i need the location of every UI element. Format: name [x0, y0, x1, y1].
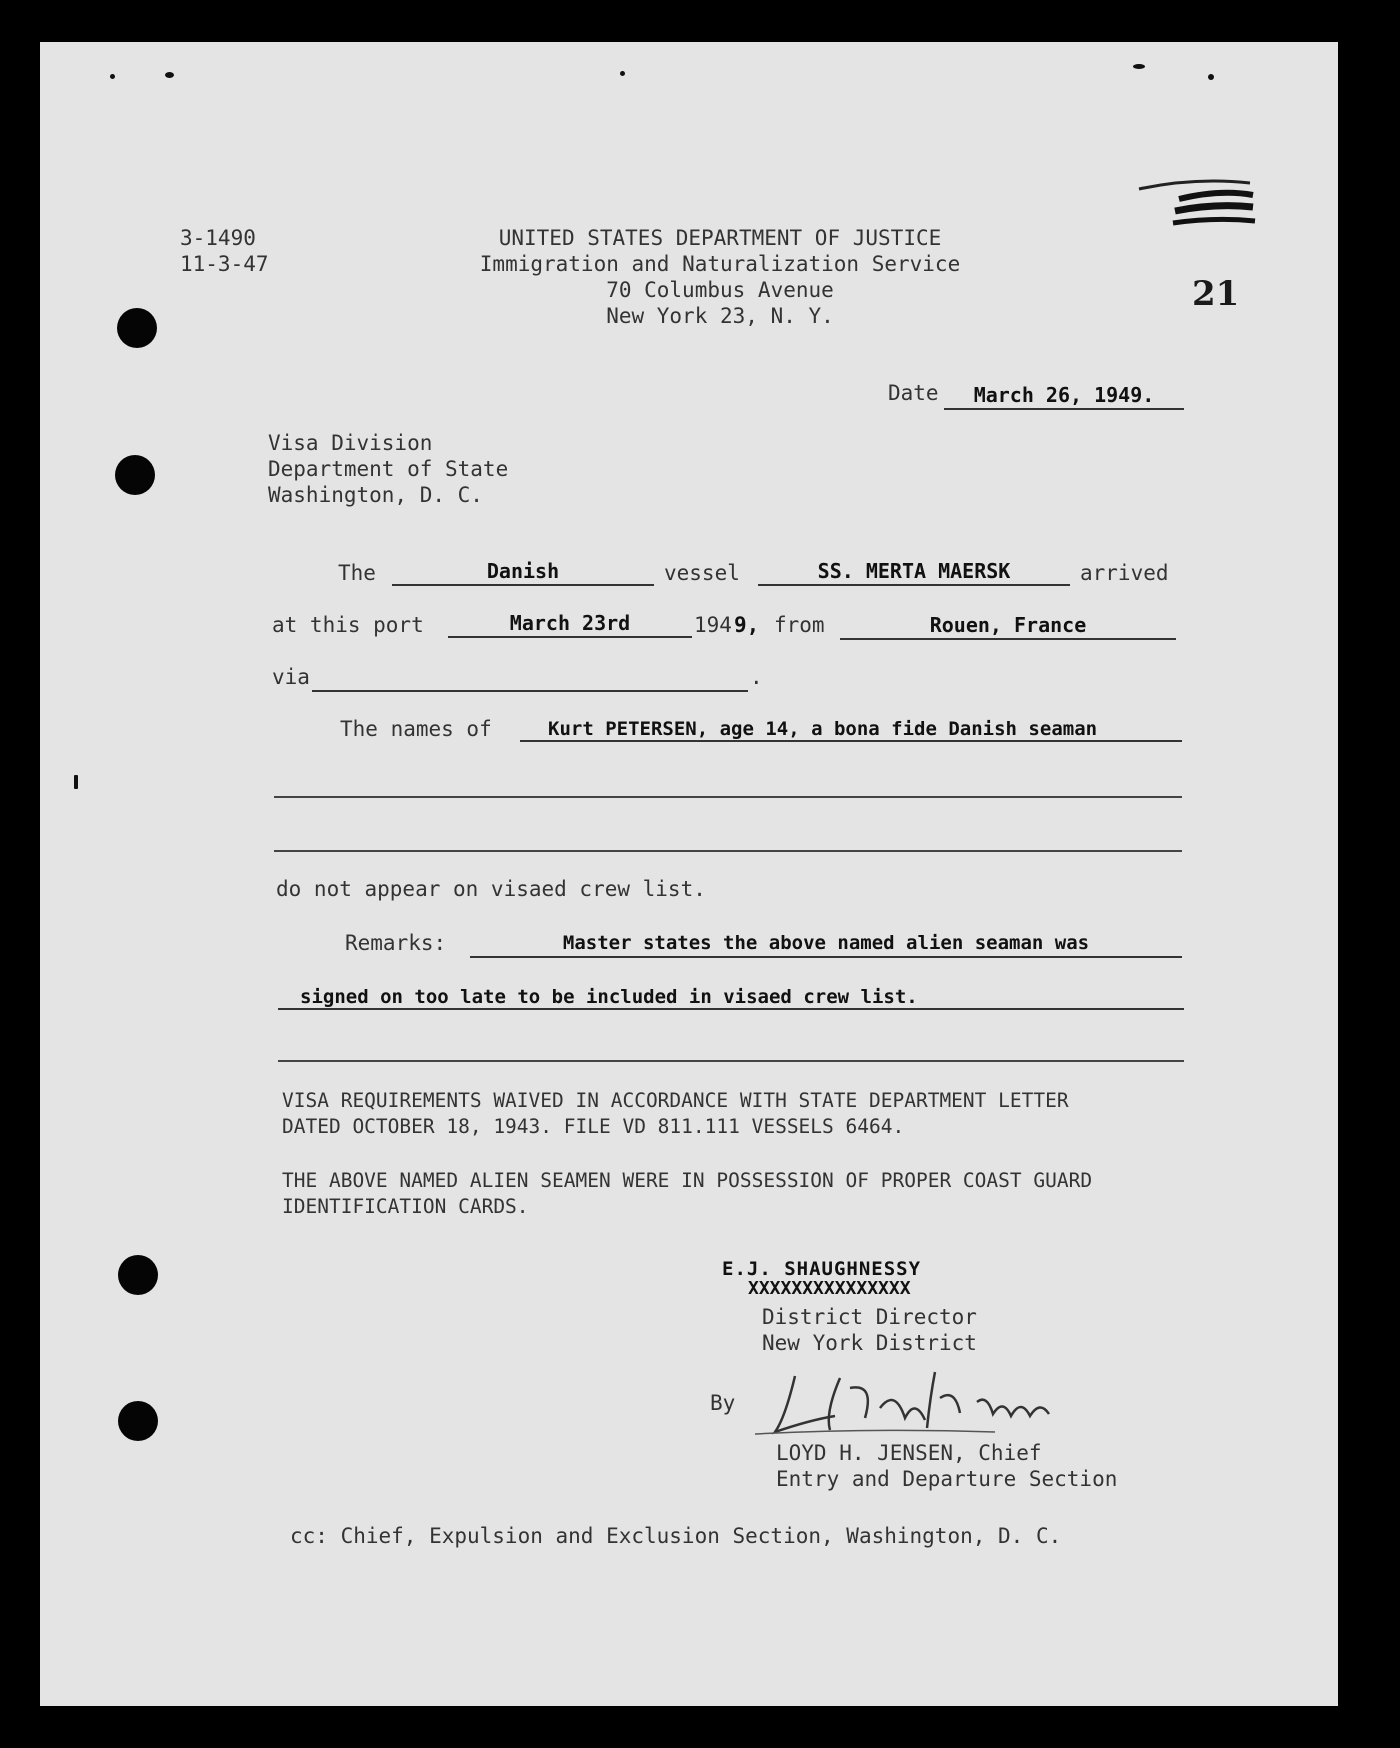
form-number: 3-1490 — [180, 226, 256, 250]
waiver-line1: VISA REQUIREMENTS WAIVED IN ACCORDANCE WITH STATE DEPARTMENT LETTER — [282, 1089, 1069, 1112]
date-field: March 26, 1949. — [944, 382, 1184, 410]
speck — [1133, 64, 1145, 69]
scribble-mark — [1135, 175, 1260, 231]
date-label: Date — [888, 381, 939, 405]
not-appear-text: do not appear on visaed crew list. — [276, 877, 706, 901]
speck — [110, 74, 115, 79]
form-revision-date: 11-3-47 — [180, 252, 269, 276]
handwritten-signature — [755, 1358, 1085, 1440]
remarks-line2: signed on too late to be included in visaed crew list. — [278, 984, 1184, 1010]
remarks-line1: Master states the above named alien seaman was — [470, 930, 1182, 958]
punch-hole — [115, 455, 155, 495]
coast-guard-line2: IDENTIFICATION CARDS. — [282, 1195, 529, 1218]
addressee-line1: Visa Division — [268, 431, 433, 455]
director-title: District Director — [762, 1305, 977, 1329]
blank-remarks-line — [278, 1060, 1184, 1062]
agency-city: New York 23, N. Y. — [606, 304, 834, 328]
via-field — [312, 664, 748, 692]
agency-address: 70 Columbus Avenue — [606, 278, 834, 302]
addressee-line2: Department of State — [268, 457, 509, 481]
arrival-date-field: March 23rd — [448, 610, 692, 638]
year-suffix: 9, — [734, 613, 760, 637]
blank-names-line — [274, 850, 1182, 852]
via-period: . — [750, 665, 763, 689]
names-label: The names of — [340, 717, 492, 741]
arrived-label: arrived — [1080, 561, 1169, 585]
from-label: from — [774, 613, 825, 637]
speck — [74, 775, 78, 789]
director-name-stamp: E.J. SHAUGHNESSY — [722, 1258, 922, 1280]
district-name: New York District — [762, 1331, 977, 1355]
punch-hole — [117, 308, 157, 348]
page-number: 21 — [1192, 274, 1240, 314]
punch-hole — [118, 1255, 158, 1295]
agency-department: UNITED STATES DEPARTMENT OF JUSTICE — [498, 226, 942, 250]
alien-names-field: Kurt PETERSEN, age 14, a bona fide Danish seaman — [520, 716, 1182, 742]
remarks-label: Remarks: — [345, 931, 447, 955]
year-prefix: 194 — [694, 613, 732, 637]
punch-hole — [118, 1401, 158, 1441]
blank-names-line — [274, 796, 1182, 798]
speck — [165, 72, 174, 78]
the-label: The — [338, 561, 376, 585]
signer-title: Entry and Departure Section — [776, 1467, 1118, 1491]
speck — [620, 71, 625, 76]
struck-out-text: XXXXXXXXXXXXXXX — [748, 1278, 911, 1299]
signer-name: LOYD H. JENSEN, Chief — [776, 1441, 1042, 1465]
waiver-line2: DATED OCTOBER 18, 1943. FILE VD 811.111 VESSELS 6464. — [282, 1115, 905, 1138]
coast-guard-line1: THE ABOVE NAMED ALIEN SEAMEN WERE IN POSSESSION OF PROPER COAST GUARD — [282, 1169, 1093, 1192]
port-label: at this port — [272, 613, 424, 637]
vessel-name-field: SS. MERTA MAERSK — [758, 558, 1070, 586]
speck — [1208, 74, 1214, 80]
vessel-label: vessel — [664, 561, 740, 585]
addressee-line3: Washington, D. C. — [268, 483, 483, 507]
by-label: By — [710, 1391, 736, 1415]
vessel-nationality-field: Danish — [392, 558, 654, 586]
via-label: via — [272, 665, 310, 689]
cc-line: cc: Chief, Expulsion and Exclusion Section, Washington, D. C. — [290, 1524, 1062, 1548]
origin-port-field: Rouen, France — [840, 612, 1176, 640]
agency-service: Immigration and Naturalization Service — [479, 252, 961, 276]
